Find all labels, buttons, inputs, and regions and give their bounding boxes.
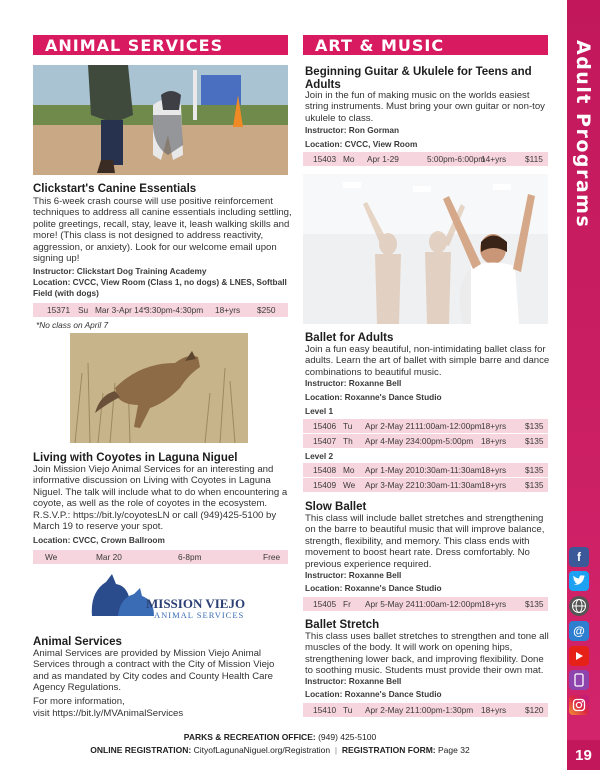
class-age: 18+yrs [481, 705, 507, 715]
class-dates: Apr 5-May 24 [365, 599, 415, 609]
footer-office [0, 732, 560, 742]
class-number: 15403 [313, 154, 337, 164]
class-dates: Apr 2-May 21 [365, 705, 415, 715]
class-day: Th [343, 436, 353, 446]
class-number: 15409 [313, 480, 337, 490]
class-time: 10:30am-11:30am [415, 465, 482, 475]
class-time: 10:30am-11:30am [415, 480, 482, 490]
class-number: 15371 [47, 305, 71, 315]
web-icon[interactable] [569, 596, 589, 616]
class-fee: $115 [525, 154, 543, 164]
class-day: Mo [343, 154, 355, 164]
twitter-icon[interactable] [569, 571, 589, 591]
facebook-icon[interactable]: f [569, 547, 589, 567]
class-day: Tu [343, 705, 353, 715]
canine-note: *No class on April 7 [36, 320, 109, 330]
ballet-stretch-instructor: Instructor: Roxanne Bell [305, 676, 402, 686]
email-icon[interactable]: @ [569, 621, 589, 641]
ballet-stretch-description: This class uses ballet stretches to strengthen and tone all muscles of the body. It will work on opening hips, strengthening lower back, and improving flexibility. Done to soothing music. Students must provide their own mat. [305, 631, 549, 677]
services-link[interactable]: visit https://bit.ly/MVAnimalServices [33, 708, 184, 719]
ballet-level-1: Level 1 [305, 406, 334, 416]
class-dates: Mar 20 [96, 552, 122, 562]
class-age: 18+yrs [215, 305, 241, 315]
class-age: 18+yrs [481, 599, 507, 609]
ballet-instructor: Instructor: Roxanne Bell [305, 378, 402, 388]
class-number: 15408 [313, 465, 337, 475]
class-dates: Apr 3-May 22 [365, 480, 415, 490]
slow-ballet-title: Slow Ballet [305, 501, 367, 513]
services-more: For more information, [33, 696, 125, 707]
logo-line1: MISSION VIEJO [146, 596, 246, 611]
class-day: We [45, 552, 58, 562]
coyotes-title: Living with Coyotes in Laguna Niguel [33, 452, 238, 464]
canine-instructor: Instructor: Clickstart Dog Training Academy [33, 266, 207, 276]
class-age: 18+yrs [481, 421, 507, 431]
page-number: 19 [567, 740, 600, 770]
class-time: 1:00pm-1:30pm [415, 705, 474, 715]
class-fee: $135 [525, 465, 544, 475]
canine-description: This 6-week crash course will use positive reinforcement techniques to address all canine essentials including settling, polite greetings, recall, stay, leave it, leash walking skills and more! (This class is not designed to address reactivity, aggression, or anxiety). Look for our welcome email upon signing up! [33, 196, 292, 265]
class-age: 14+yrs [481, 154, 507, 164]
class-dates: Mar 3-Apr 14* [95, 305, 147, 315]
class-age: 18+yrs [481, 465, 507, 475]
class-number: 15406 [313, 421, 337, 431]
services-description: Animal Services are provided by Mission Viejo Animal Services through a contract with the City of Mission Viejo and as mandated by City codes and County Health Care Agency Regulations. [33, 648, 275, 694]
class-number: 15407 [313, 436, 337, 446]
phone-icon[interactable] [569, 670, 589, 690]
ballet-stretch-location: Location: Roxanne's Dance Studio [305, 689, 442, 699]
coyotes-description: Join Mission Viejo Animal Services for an interesting and informative discussion on Living with Coyotes in Laguna Niguel. The talk will include what to do when encountering a coyote, as well as the role of coyotes in the ecosystem. R.S.V.P.: https://bit.ly/coyotesLN or call (949)425-5100 by March 19 to reserve your spot. [33, 464, 288, 533]
class-row-15410 [303, 703, 548, 717]
class-time: 11:00am-12:00pm [415, 421, 482, 431]
office-phone: (949) 425-5100 [318, 732, 377, 742]
class-time: 6-8pm [178, 552, 202, 562]
logo-line2: ANIMAL SERVICES [154, 610, 245, 620]
youtube-icon[interactable] [569, 646, 589, 666]
registration-form-label: REGISTRATION FORM: [341, 745, 436, 755]
class-number: 15410 [313, 705, 337, 715]
class-fee: $250 [257, 305, 276, 315]
registration-form-page: Page 32 [438, 745, 470, 755]
class-dates: Apr 4-May 23 [365, 436, 415, 446]
class-time: 5:00pm-6:00pm [427, 154, 486, 164]
class-day: Fr [343, 599, 351, 609]
class-fee: $135 [525, 480, 544, 490]
guitar-description: Join in the fun of making music on the worlds easiest string instruments. Must bring your own guitar or non-toy ukulele to class. [305, 90, 545, 124]
class-day: Tu [343, 421, 353, 431]
animal-services-banner: ANIMAL SERVICES [33, 35, 288, 55]
mission-viejo-logo [88, 572, 268, 622]
guitar-location: Location: CVCC, View Room [305, 139, 418, 149]
class-time: 3:30pm-4:30pm [145, 305, 204, 315]
slow-ballet-instructor: Instructor: Roxanne Bell [305, 570, 402, 580]
ballet-photo [303, 174, 548, 324]
ballet-title: Ballet for Adults [305, 332, 394, 344]
dog-training-photo [33, 65, 288, 175]
coyote-photo [70, 333, 248, 443]
class-row-15407 [303, 434, 548, 448]
class-age: 18+yrs [481, 436, 507, 446]
class-dates: Apr 2-May 21 [365, 421, 415, 431]
class-dates: Apr 1-29 [367, 154, 399, 164]
section-title-vertical: Adult Programs [572, 40, 594, 229]
office-label: PARKS & RECREATION OFFICE: [183, 732, 316, 742]
footer-registration: ONLINE REGISTRATION: CityofLagunaNiguel.org/Registration | REGISTRATION FORM: Page 32 [90, 745, 470, 755]
ballet-description: Join a fun easy beautiful, non-intimidating ballet class for adults. Learn the art of ballet with simple barre and dance combinations to beautiful music. [305, 344, 550, 378]
class-row-15403 [303, 152, 548, 166]
class-fee: $120 [525, 705, 544, 715]
guitar-title: Beginning Guitar & Ukulele for Teens and Adults [305, 66, 532, 91]
slow-ballet-location: Location: Roxanne's Dance Studio [305, 583, 442, 593]
class-day: We [343, 480, 356, 490]
services-title: Animal Services [33, 636, 122, 648]
class-dates: Apr 1-May 20 [365, 465, 415, 475]
ballet-location: Location: Roxanne's Dance Studio [305, 392, 442, 402]
class-row-coyotes [33, 550, 288, 564]
class-row-15409 [303, 478, 548, 492]
coyotes-location: Location: CVCC, Crown Ballroom [33, 535, 165, 545]
class-row-15408 [303, 463, 548, 477]
class-time: 11:00am-12:00pm [415, 599, 482, 609]
class-row-15405 [303, 597, 548, 611]
class-row-15371 [33, 303, 288, 317]
slow-ballet-description: This class will include ballet stretches and strengthening on the barre to beautiful music that will improve balance, strength, flexibility, and memory. This class ends with movement to boost heart rate. Dress comfortably. No previous experience required. [305, 513, 545, 570]
instagram-icon[interactable] [569, 695, 589, 715]
class-day: Mo [343, 465, 355, 475]
ballet-level-2: Level 2 [305, 451, 334, 461]
class-fee: $135 [525, 436, 544, 446]
class-row-15406 [303, 419, 548, 433]
class-fee: Free [263, 552, 281, 562]
class-fee: $135 [525, 421, 544, 431]
online-registration-link[interactable]: CityofLagunaNiguel.org/Registration [193, 745, 331, 755]
class-time: 4:00pm-5:00pm [415, 436, 474, 446]
online-registration-label: ONLINE REGISTRATION: [90, 745, 192, 755]
ballet-stretch-title: Ballet Stretch [305, 619, 380, 631]
class-day: Su [78, 305, 89, 315]
canine-title: Clickstart's Canine Essentials [33, 183, 197, 195]
class-fee: $135 [525, 599, 544, 609]
art-music-banner: ART & MUSIC [303, 35, 548, 55]
canine-location: Location: CVCC, View Room (Class 1, no dogs) & LNES, Softball Field (with dogs) [33, 277, 287, 298]
guitar-instructor: Instructor: Ron Gorman [305, 125, 400, 135]
class-number: 15405 [313, 599, 337, 609]
class-age: 18+yrs [481, 480, 507, 490]
